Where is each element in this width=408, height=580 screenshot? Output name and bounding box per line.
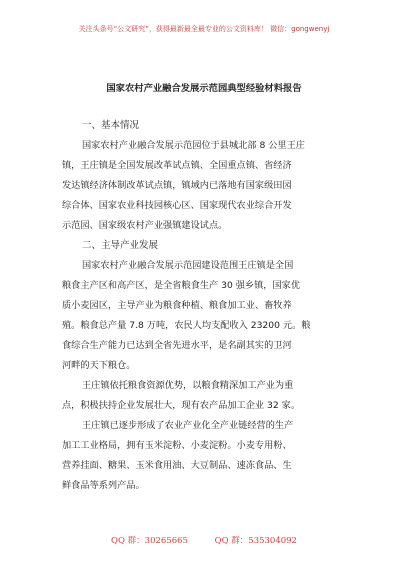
text-line: 王庄镇依托粮食资源优势，以粮食精深加工产业为重 [82, 380, 294, 391]
text-line: 综合体、国家农业科技园核心区、国家现代农业综合开发 [62, 200, 292, 211]
text-line: 加工工业格局，拥有玉米淀粉、小麦淀粉。小麦专用粉、 [62, 440, 292, 451]
document-title: 国家农村产业融合发展示范园典型经验材料报告 [106, 83, 302, 94]
text-line: 粮食主产区和高产区，是全省粮食生产 30 强乡镇，国家优 [62, 280, 301, 291]
promo-banner: 关注头条号“公文研究”，获得最新最全最专业的公文资料库！ 微信：gongwenyj [78, 25, 330, 33]
paragraph-processing [62, 376, 352, 416]
text-line: 示范园、国家级农村产业强镇建设试点。 [62, 220, 228, 231]
section-heading-basic-info: 一、基本情况 [82, 120, 140, 131]
paragraph-industry-chain [62, 416, 352, 496]
document-body [62, 116, 352, 496]
section-heading-industry: 二、主导产业发展 [82, 240, 159, 251]
qq-group-1: QQ 群：30265665 [111, 536, 188, 546]
footer-contact [0, 534, 408, 546]
text-line: 发达镇经济体制改革试点镇，镇域内已落地有国家级田园 [62, 180, 292, 191]
text-line: 王庄镇已逐步形成了农业产业化全产业链经营的生产 [82, 420, 294, 431]
text-line: 殖。粮食总产量 7.8 万吨，农民人均支配收入 23200 元。粮 [62, 320, 311, 331]
qq-group-2: QQ 群：535304092 [214, 536, 297, 546]
paragraph-basic-info [62, 136, 352, 236]
text-line: 营养挂面、糖果、玉米食用油、大豆制品、速冻食品、生 [62, 460, 292, 471]
text-line: 点，积极扶持企业发展壮大，现有农产品加工企业 32 家。 [62, 400, 301, 411]
text-line: 国家农村产业融合发展示范园位于县城北部 8 公里王庄 [82, 140, 305, 151]
text-line: 食综合生产能力已达到全省先进水平，是名副其实的卫河 [62, 340, 292, 351]
paragraph-industry-overview [62, 256, 352, 376]
text-line: 质小麦园区，主导产业为粮食种植、粮食加工业、畜牧养 [62, 300, 292, 311]
text-line: 镇，王庄镇是全国发展改革试点镇、全国重点镇、省经济 [62, 160, 292, 171]
text-line: 国家农村产业融合发展示范园建设范围王庄镇是全国 [82, 260, 294, 271]
text-line: 河畔的天下粮仓。 [62, 360, 136, 371]
text-line: 鲜食品等系列产品。 [62, 480, 145, 491]
